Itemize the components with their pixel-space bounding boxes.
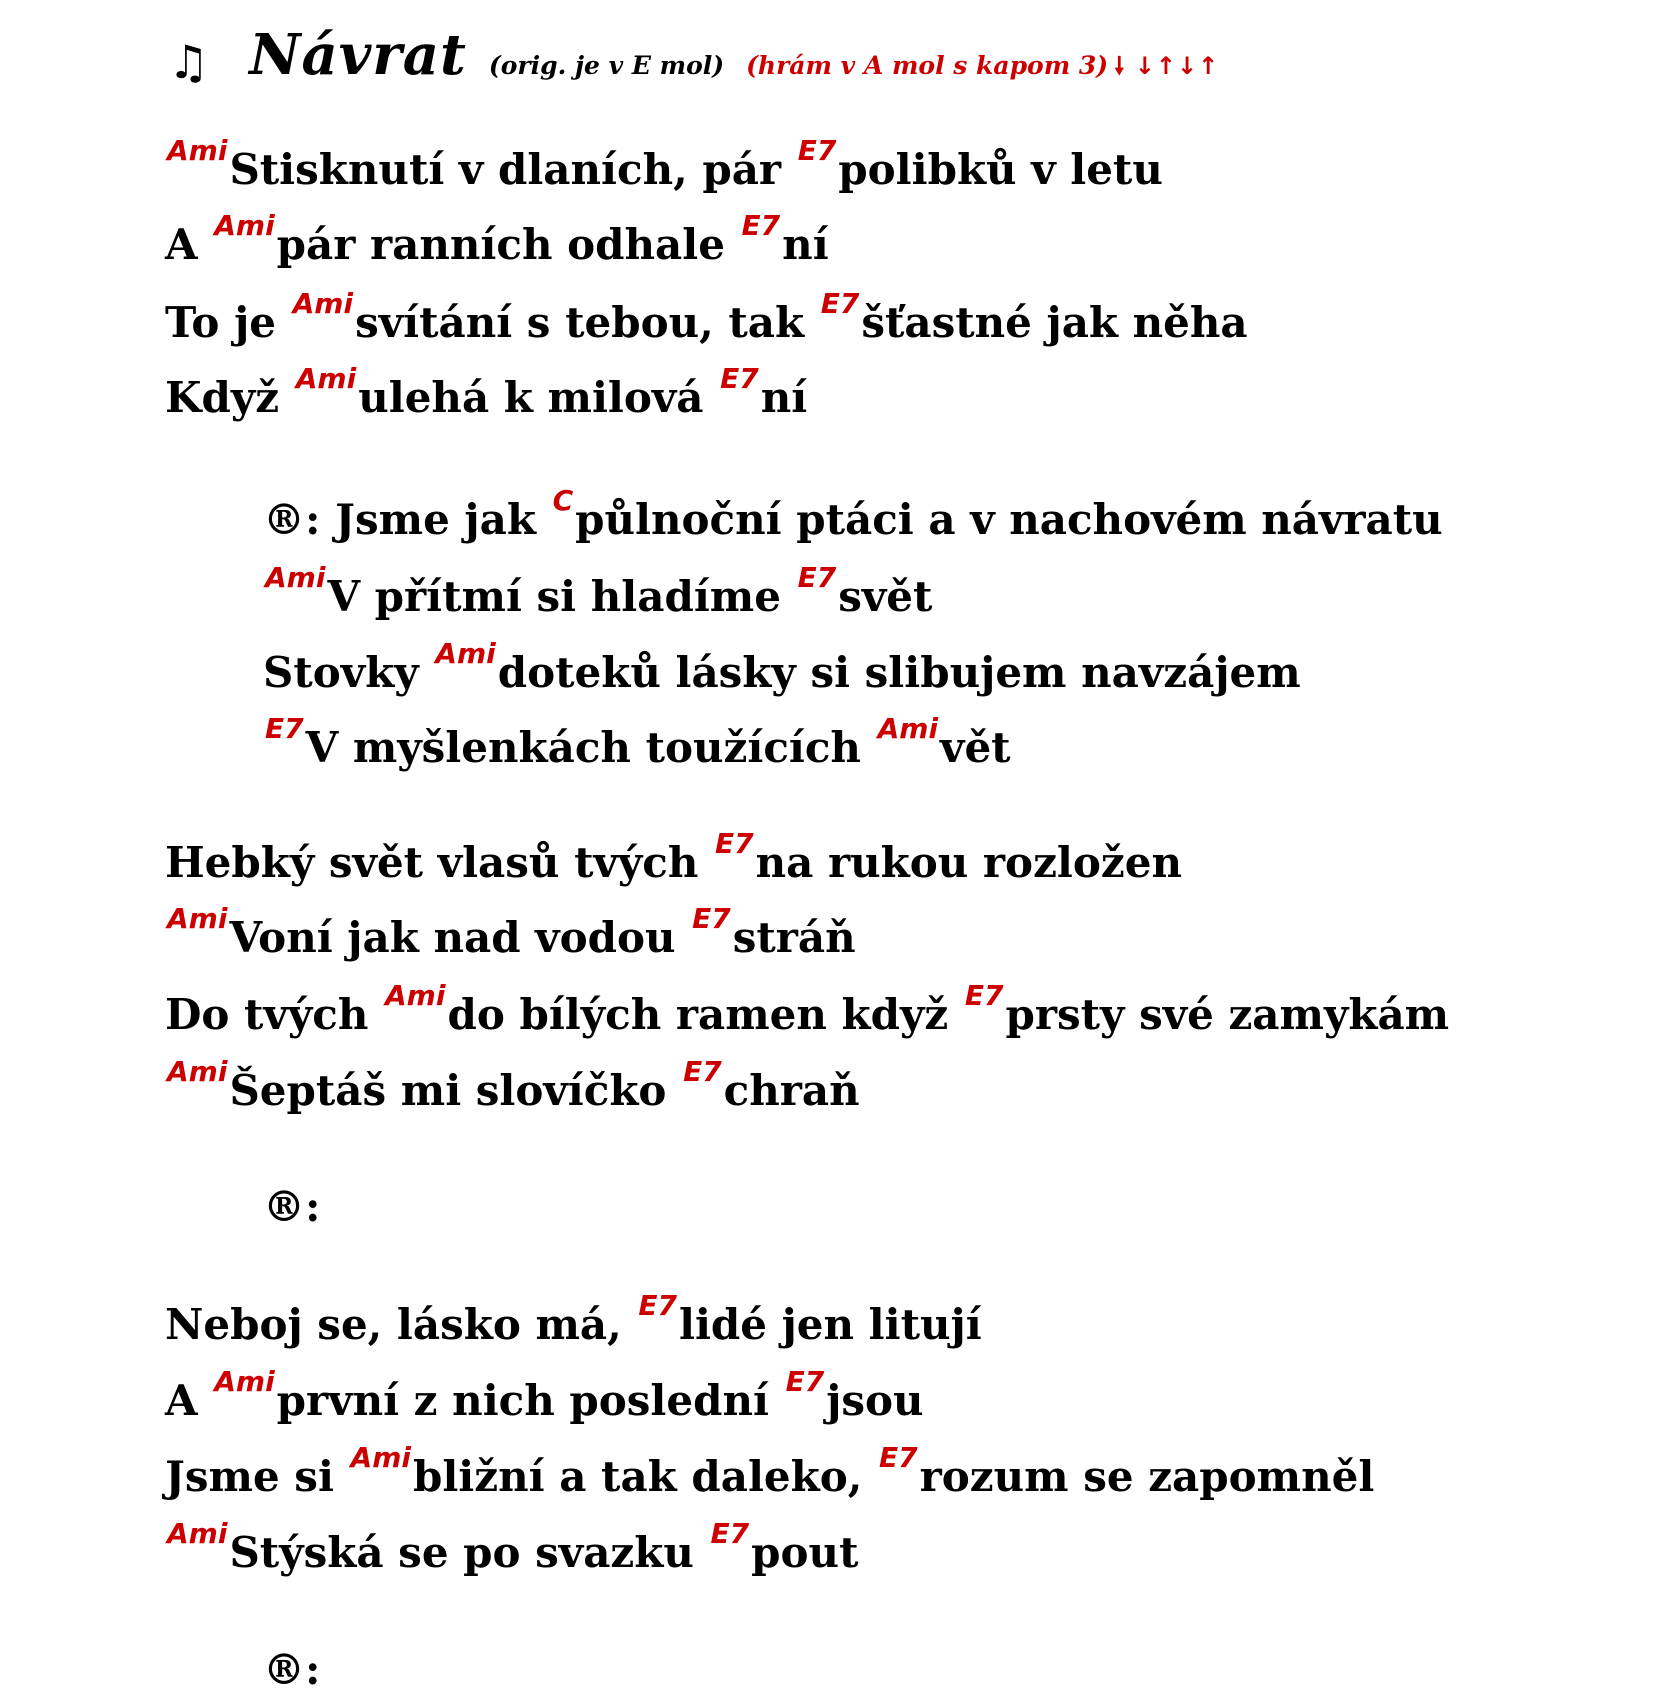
lyric-text: svět	[838, 572, 933, 621]
lyric-text: na rukou rozložen	[755, 838, 1183, 887]
lyric-text: Když	[165, 373, 294, 422]
verse-line	[165, 362, 808, 423]
chord-label: Ami	[167, 902, 228, 935]
verse-line	[165, 134, 1163, 195]
lyric-text: Voní jak nad vodou	[229, 913, 691, 962]
lyric-text: vět	[940, 723, 1011, 772]
chorus-line	[263, 712, 1011, 773]
chorus-line	[263, 1182, 321, 1232]
chord-label: C	[552, 484, 574, 517]
chorus-line	[263, 484, 1443, 545]
chord-label: E7	[715, 827, 754, 860]
lyric-text: A	[165, 1376, 213, 1425]
lyric-text: šťastné jak něha	[861, 298, 1248, 347]
verse-line	[165, 1365, 924, 1426]
lyric-text: V přítmí si hladíme	[327, 572, 796, 621]
lyric-text: Stovky	[263, 648, 434, 697]
lyric-text: ulehá k milová	[358, 373, 719, 422]
chord-label: Ami	[214, 1365, 275, 1398]
lyric-text: půlnoční ptáci a v nachovém návratu	[575, 495, 1443, 544]
lyric-text: Jsme si	[165, 1452, 349, 1501]
chord-label: Ami	[214, 209, 275, 242]
verse-line	[165, 1055, 860, 1116]
verse-line	[165, 1289, 982, 1350]
chord-label: E7	[879, 1441, 918, 1474]
lyric-text: jsou	[826, 1376, 924, 1425]
chord-label: Ami	[167, 1055, 228, 1088]
lyric-text: do bílých ramen když	[447, 990, 963, 1039]
chorus-line	[263, 1645, 321, 1695]
chord-label: E7	[797, 134, 837, 167]
chord-label: E7	[265, 712, 304, 745]
chorus-line	[263, 637, 1301, 698]
chord-label: Ami	[877, 712, 939, 745]
lyric-text: Neboj se, lásko má,	[165, 1300, 637, 1349]
verse-line	[165, 979, 1450, 1040]
strumming-pattern: 🠗 ↓↑↓↑	[1114, 52, 1220, 80]
lyric-text: stráň	[732, 913, 856, 962]
lyric-text: pout	[751, 1528, 859, 1577]
chord-label: E7	[964, 979, 1004, 1012]
song-title: Návrat	[249, 22, 467, 88]
lyric-text: rozum se zapomněl	[919, 1452, 1375, 1501]
lyric-text: chraň	[723, 1066, 860, 1115]
music-note-icon: ♫	[168, 35, 210, 89]
lyric-text: lidé jen litují	[678, 1300, 982, 1349]
chord-label: E7	[692, 902, 731, 935]
lyric-text: ®:	[263, 1182, 321, 1231]
lyric-text: Hebký svět vlasů tvých	[165, 838, 714, 887]
lyric-text: ní	[782, 220, 829, 269]
capo-note: (hrám v A mol s kapom 3)	[746, 51, 1109, 80]
chord-label: E7	[741, 209, 781, 242]
lyric-text: bližní a tak daleko,	[412, 1452, 878, 1501]
chord-label: E7	[820, 287, 860, 320]
chord-label: E7	[710, 1517, 750, 1550]
lyric-text: ®: Jsme jak	[263, 495, 551, 544]
lyric-text: prsty své zamykám	[1005, 990, 1450, 1039]
song-header	[168, 22, 1219, 92]
lyric-text: Stýská se po svazku	[229, 1528, 709, 1577]
lyric-text: ®:	[263, 1645, 321, 1694]
lyric-text: V myšlenkách toužících	[305, 723, 876, 772]
verse-line	[165, 1517, 859, 1578]
lyric-text: A	[165, 220, 213, 269]
chord-label: E7	[638, 1289, 677, 1322]
verse-line	[165, 1441, 1375, 1502]
lyric-text: svítání s tebou, tak	[355, 298, 819, 347]
chord-label: E7	[683, 1055, 722, 1088]
lyric-text: Do tvých	[165, 990, 383, 1039]
verse-line	[165, 827, 1183, 888]
chord-label: Ami	[295, 362, 357, 395]
chord-label: Ami	[167, 134, 228, 167]
lyric-text: pár ranních odhale	[276, 220, 740, 269]
chord-label: Ami	[385, 979, 446, 1012]
chord-label: Ami	[435, 637, 496, 670]
chord-label: E7	[720, 362, 759, 395]
chorus-line	[263, 561, 933, 622]
lyric-text: To je	[165, 298, 291, 347]
chord-label: Ami	[265, 561, 326, 594]
lyric-text: Šeptáš mi slovíčko	[229, 1066, 682, 1115]
lyric-text: polibků v letu	[838, 145, 1163, 194]
lyric-text: ní	[760, 373, 808, 422]
chord-label: Ami	[292, 287, 354, 320]
verse-line	[165, 209, 829, 270]
chord-label: E7	[797, 561, 837, 594]
chord-label: E7	[785, 1365, 825, 1398]
chord-label: Ami	[350, 1441, 411, 1474]
verse-line	[165, 287, 1248, 348]
lyric-text: první z nich poslední	[276, 1376, 784, 1425]
verse-line	[165, 902, 856, 963]
chord-label: Ami	[167, 1517, 228, 1550]
lyric-text: Stisknutí v dlaních, pár	[229, 145, 796, 194]
original-key-note: (orig. je v E mol)	[488, 51, 725, 80]
lyric-text: doteků lásky si slibujem navzájem	[497, 648, 1301, 697]
